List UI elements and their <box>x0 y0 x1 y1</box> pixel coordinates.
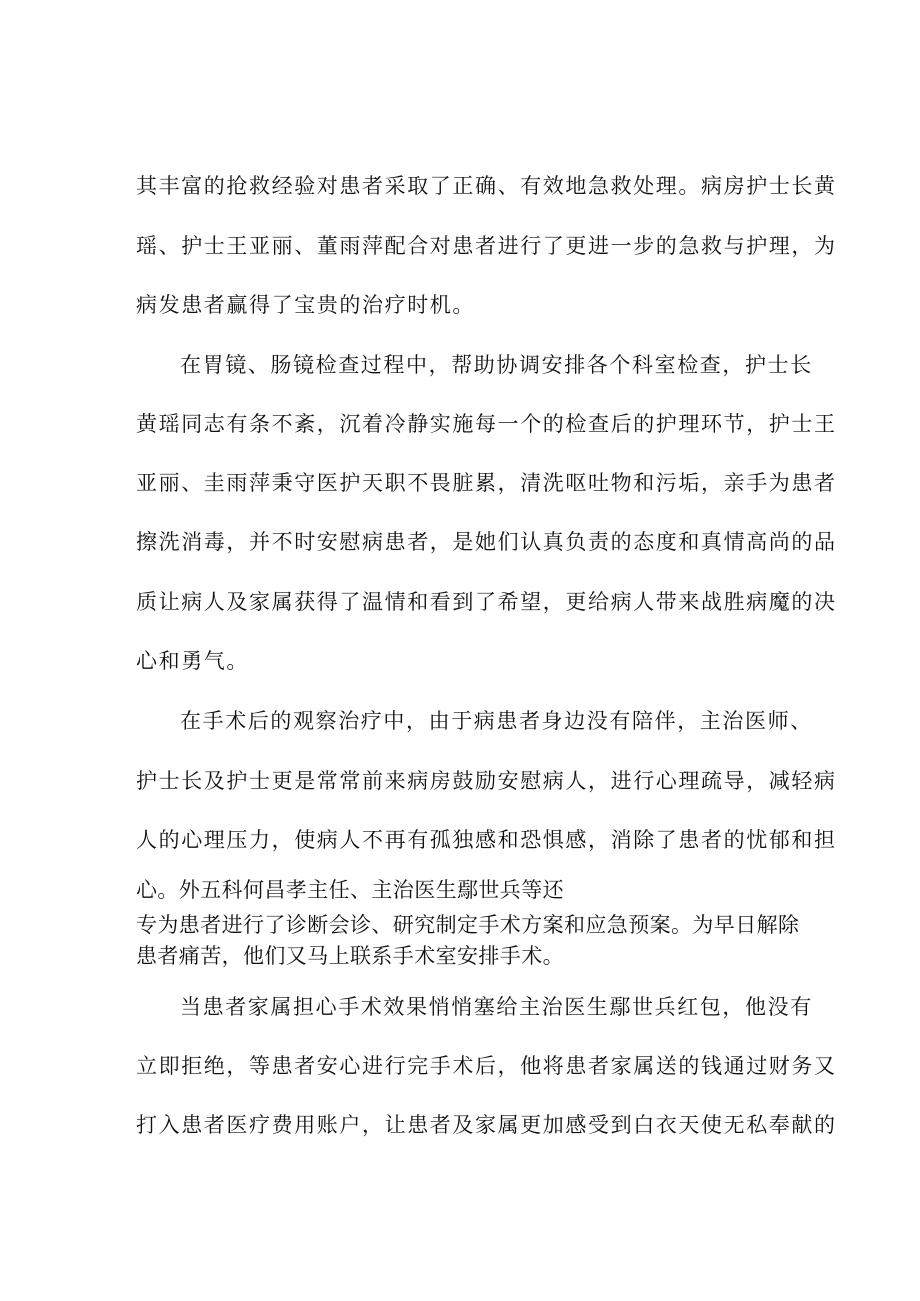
text-line: 亚丽、圭雨萍秉守医护天职不畏脏累，清洗呕吐物和污垢，亲手为患者 <box>136 471 837 495</box>
text-line: 专为患者进行了诊断会诊、研究制定手术方案和应急预案。为早日解除 <box>136 913 800 937</box>
text-line: 瑶、护士王亚丽、董雨萍配合对患者进行了更进一步的急救与护理，为 <box>136 234 837 258</box>
text-line: 当患者家属担心手术效果悄悄塞给主治医生鄢世兵红包，他没有 <box>180 995 813 1019</box>
text-line: 黄瑶同志有条不紊，沉着冷静实施每一个的检查后的护理环节，护士王 <box>136 412 837 436</box>
text-line: 人的心理压力，使病人不再有孤独感和恐惧感，消除了患者的忧郁和担 <box>136 828 837 852</box>
text-line: 病发患者赢得了宝贵的治疗时机。 <box>136 293 475 317</box>
text-line: 立即拒绝，等患者安心进行完手术后，他将患者家属送的钱通过财务又 <box>136 1054 837 1078</box>
text-line: 在胃镜、肠镜检查过程中，帮助协调安排各个科室检查，护士长 <box>180 353 813 377</box>
text-line: 护士长及护士更是常常前来病房鼓励安慰病人，进行心理疏导，减轻病 <box>136 769 837 793</box>
text-line: 其丰富的抢救经验对患者采取了正确、有效地急救处理。病房护士长黄 <box>136 174 837 198</box>
text-line: 质让病人及家属获得了温情和看到了希望，更给病人带来战胜病魔的决 <box>136 590 837 614</box>
text-line: 在手术后的观察治疗中，由于病患者身边没有陪伴，主治医师、 <box>180 709 813 733</box>
text-line: 心。外五科何昌孝主任、主治医生鄢世兵等还 <box>136 878 564 902</box>
text-line: 打入患者医疗费用账户，让患者及家属更加感受到白衣天使无私奉献的 <box>136 1113 837 1137</box>
text-line: 擦洗消毒，并不时安慰病患者，是她们认真负责的态度和真情高尚的品 <box>136 530 837 554</box>
text-line: 患者痛苦，他们又马上联系手术室安排手术。 <box>136 944 564 968</box>
text-line: 心和勇气。 <box>136 649 249 673</box>
